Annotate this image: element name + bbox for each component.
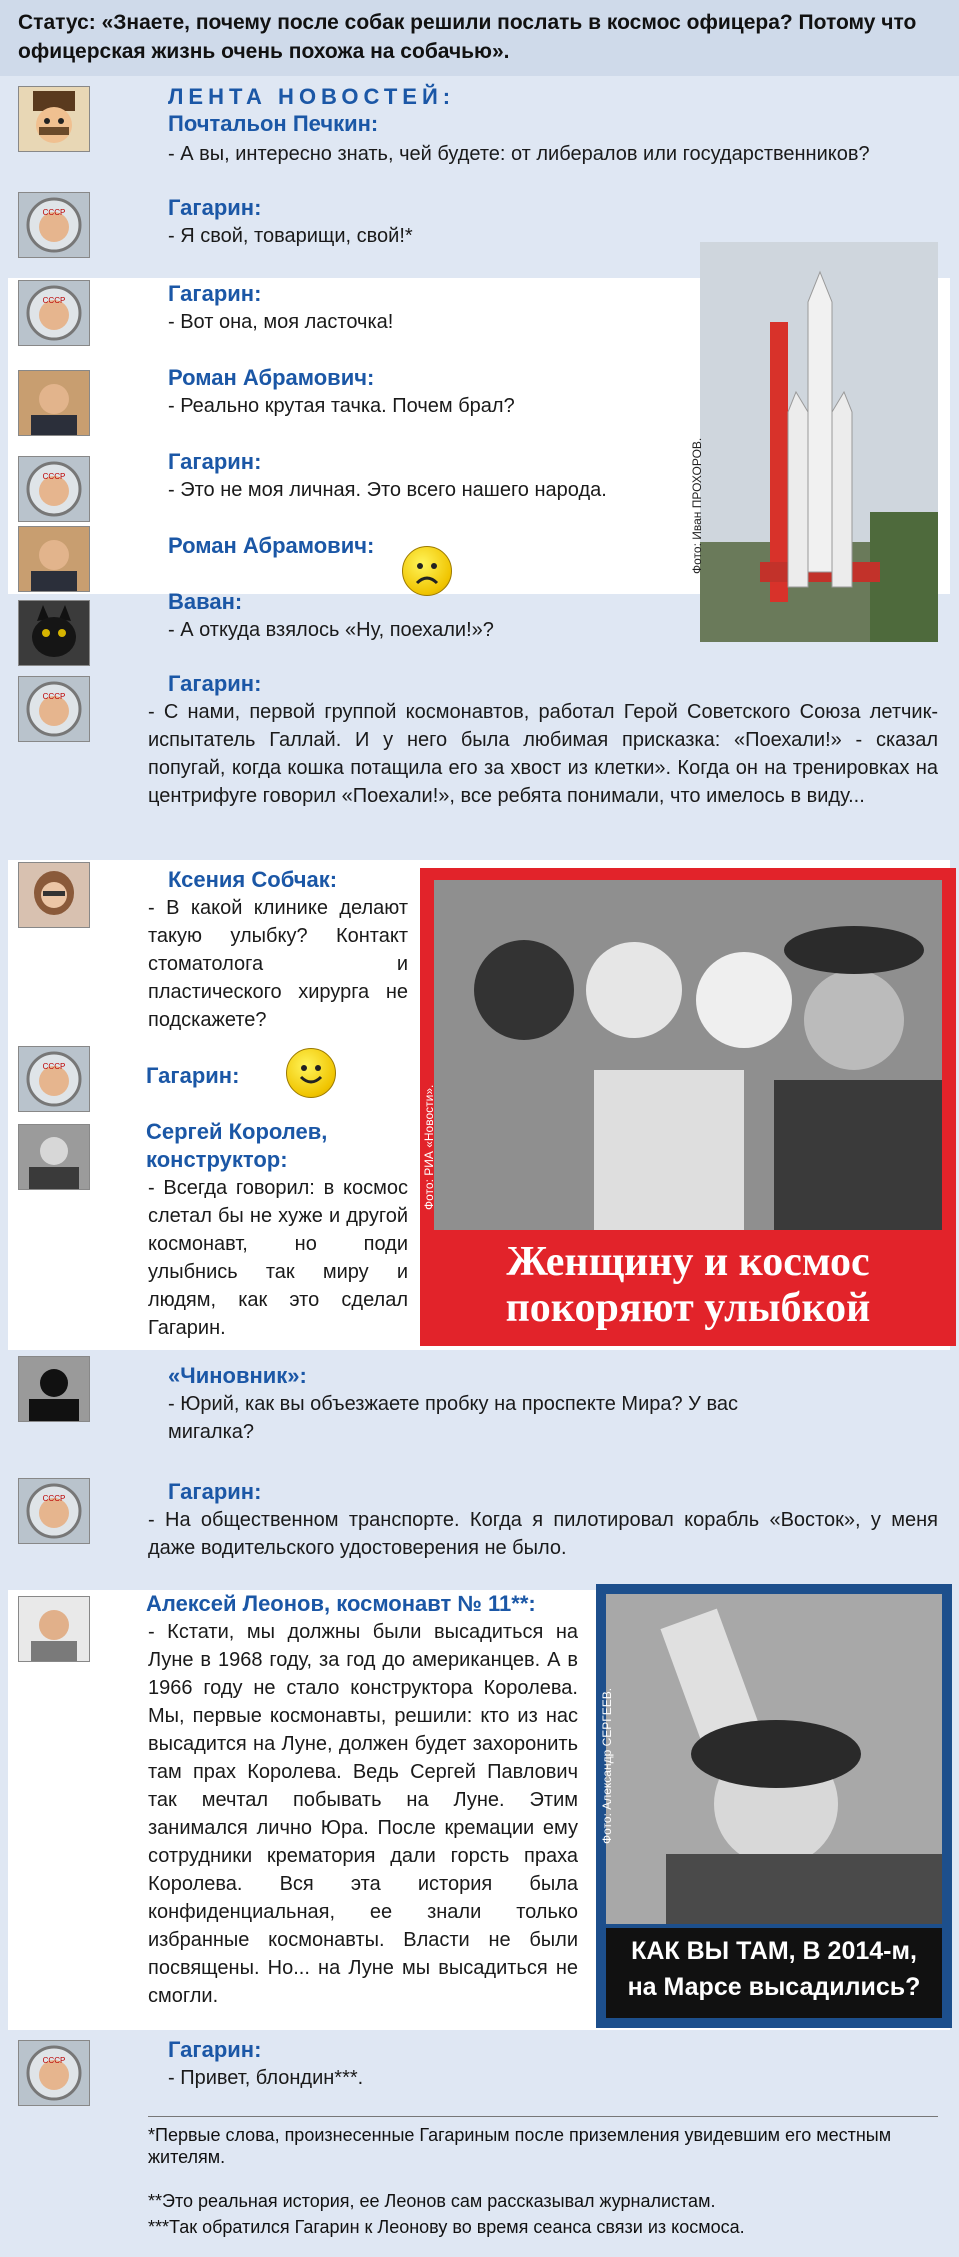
avatar-gagarin[interactable]: [18, 676, 90, 742]
svg-text:СССР: СССР: [42, 1062, 66, 1071]
gagarin-wave-image: [606, 1594, 942, 1924]
smile-banner-line1: Женщину и космос: [506, 1239, 870, 1285]
avatar-gagarin[interactable]: [18, 456, 90, 522]
wave-banner-line2: на Марсе высадились?: [627, 1973, 921, 2001]
post-author[interactable]: «Чиновник»:: [168, 1363, 307, 1388]
avatar-gagarin[interactable]: [18, 1478, 90, 1544]
svg-text:СССР: СССР: [42, 296, 66, 305]
footnote: *Первые слова, произнесенные Гагариным после приземления увидевшим его местным жителям.: [148, 2125, 892, 2167]
post-text: - А откуда взялось «Ну, поехали!»?: [168, 619, 494, 641]
avatar-gagarin[interactable]: [18, 1046, 90, 1112]
wave-banner-line1: КАК ВЫ ТАМ, В 2014-м,: [631, 1937, 917, 1965]
photo-credit: Фото: Александр СЕРГЕЕВ.: [600, 1687, 614, 1844]
svg-text:СССР: СССР: [42, 692, 66, 701]
post-text: - Реально крутая тачка. Почем брал?: [168, 395, 515, 417]
svg-text:СССР: СССР: [42, 1494, 66, 1503]
feed-title: ЛЕНТА НОВОСТЕЙ:: [168, 84, 456, 109]
rocket-photo: [700, 242, 938, 642]
avatar-gagarin[interactable]: [18, 192, 90, 258]
avatar-official[interactable]: [18, 1356, 90, 1422]
gagarin-wave-photo: [596, 1584, 952, 2028]
post-text: - На общественном транспорте. Когда я пилотировал корабль «Восток», у меня даже водительского удостоверения не было.: [148, 1509, 938, 1559]
photo-credit: Фото: РИА «Новости».: [422, 1084, 436, 1210]
avatar-abramovich[interactable]: [18, 526, 90, 592]
svg-text:СССР: СССР: [42, 472, 66, 481]
post-text: - Вот она, моя ласточка!: [168, 311, 394, 333]
post-author[interactable]: Ксения Собчак:: [168, 867, 338, 892]
avatar-abramovich[interactable]: [18, 370, 90, 436]
avatar-sobchak[interactable]: [18, 862, 90, 928]
post-text: - А вы, интересно знать, чей будете: от либералов или государственников?: [168, 143, 870, 165]
post-text: - Кстати, мы должны были высадиться на Луне в 1968 году, за год до американцев. А в 1966 году не стало конструктора Королева. Мы, первые космонавты, решили: кто из нас высадится на Луне, должен будет захоронить там прах Королева. Ведь Сергей Павлович так мечтал побывать на Луне. Этим занимался лично Юра. После кремации ему сотрудники крематория дали горсть праха Королева. Вся эта история была конфиденциальная, ее знали только избранные космонавты. Власти не были посвящены. Но... на Луне мы высадиться не смогли.: [148, 1621, 578, 2007]
sad-smiley-icon: [402, 546, 452, 596]
footnote-divider: [148, 2116, 938, 2117]
svg-text:СССР: СССР: [42, 208, 66, 217]
avatar-leonov[interactable]: [18, 1596, 90, 1662]
post-text: - Привет, блондин***.: [168, 2067, 364, 2089]
post-author[interactable]: Алексей Леонов, космонавт № 11**:: [146, 1591, 536, 1616]
post-text: - С нами, первой группой космонавтов, работал Герой Советского Союза летчик-испытатель Галлай. И у него была любимая присказка: «Поехали!» - сказал попугай, когда кошка потащила его за хвост из клетки». Когда он на тренировках на центрифуге говорил «Поехали!», все ребята понимали, что имелось в виду...: [148, 701, 938, 807]
footnote: **Это реальная история, ее Леонов сам рассказывал журналистам.: [148, 2191, 716, 2211]
avatar-gagarin[interactable]: [18, 2040, 90, 2106]
post-author[interactable]: Гагарин:: [168, 281, 262, 306]
smile-photo-image: [434, 880, 942, 1230]
post-author[interactable]: Сергей Королев, конструктор:: [146, 1119, 328, 1172]
post-author[interactable]: Гагарин:: [146, 1063, 240, 1088]
post-author[interactable]: Гагарин:: [168, 195, 262, 220]
avatar-pechkin[interactable]: [18, 86, 90, 152]
post-author[interactable]: Гагарин:: [168, 2037, 262, 2062]
smile-photo: [420, 868, 956, 1346]
post-author[interactable]: Гагарин:: [168, 1479, 262, 1504]
svg-text:СССР: СССР: [42, 2056, 66, 2065]
smile-banner-line2: покоряют улыбкой: [505, 1285, 871, 1331]
post-text: - Это не моя личная. Это всего нашего народа.: [168, 479, 607, 501]
status-bar: [0, 0, 959, 76]
avatar-vavan[interactable]: [18, 600, 90, 666]
post-author[interactable]: Гагарин:: [168, 449, 262, 474]
happy-smiley-icon: [286, 1048, 336, 1098]
photo-credit: Фото: Иван ПРОХОРОВ.: [690, 437, 704, 574]
post-text: - Юрий, как вы объезжаете пробку на проспекте Мира? У вас мигалка?: [168, 1393, 738, 1443]
post-author[interactable]: Роман Абрамович:: [168, 365, 375, 390]
status-text: Статус: «Знаете, почему после собак решили послать в космос офицера? Потому что офицерская жизнь очень похожа на собачью».: [18, 11, 917, 63]
post-text: - В какой клинике делают такую улыбку? Контакт стоматолога и пластического хирурга не подскажете?: [148, 897, 408, 1031]
post-author[interactable]: Почтальон Печкин:: [168, 111, 379, 136]
post-author[interactable]: Гагарин:: [168, 671, 262, 696]
avatar-gagarin[interactable]: [18, 280, 90, 346]
post-author[interactable]: Роман Абрамович:: [168, 533, 375, 558]
avatar-korolev[interactable]: [18, 1124, 90, 1190]
post-author[interactable]: Ваван:: [168, 589, 243, 614]
post-text: - Всегда говорил: в космос слетал бы не хуже и другой космонавт, но поди улыбнись так миру и людям, как это сделал Гагарин.: [148, 1177, 408, 1339]
post-text: - Я свой, товарищи, свой!*: [168, 225, 413, 247]
footnote: ***Так обратился Гагарин к Леонову во время сеанса связи из космоса.: [148, 2217, 745, 2237]
